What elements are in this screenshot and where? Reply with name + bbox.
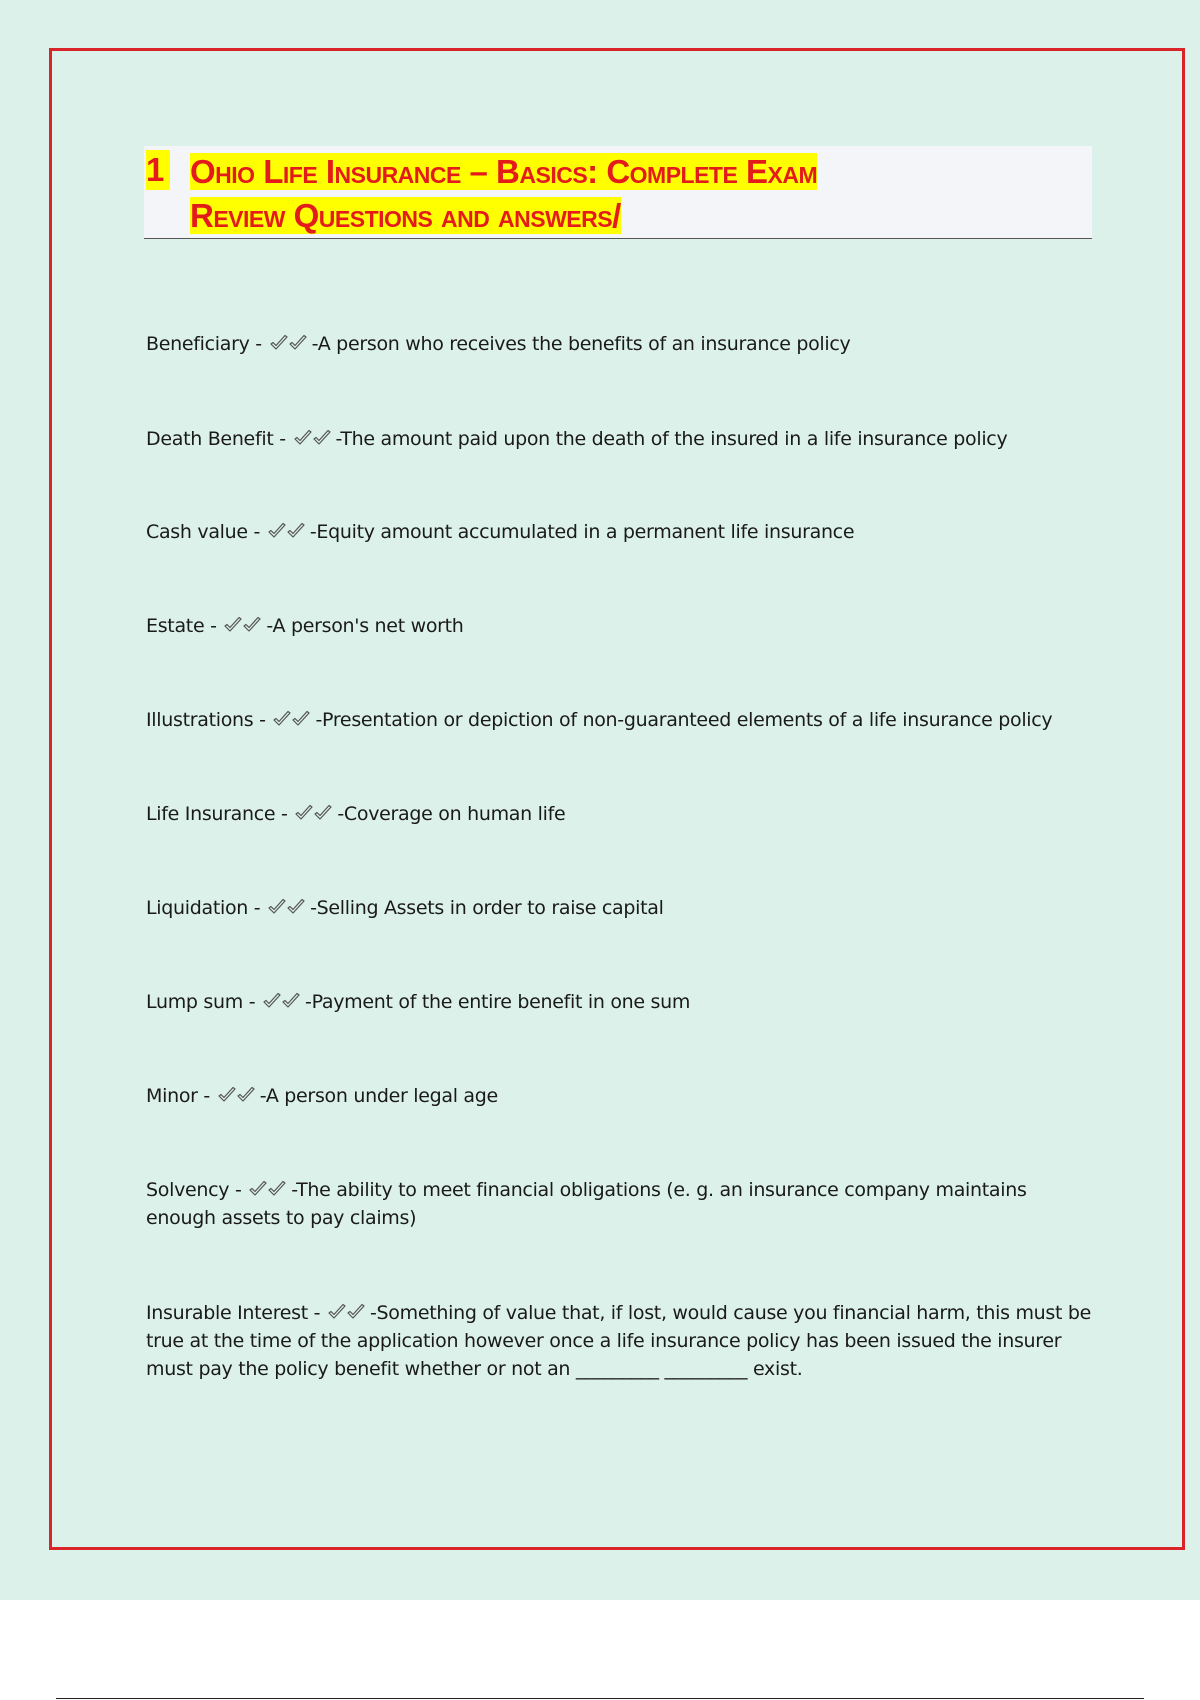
entry-separator: - bbox=[249, 333, 268, 355]
entry-term: Insurable Interest bbox=[146, 1302, 308, 1324]
glossary-entry bbox=[146, 1299, 1096, 1383]
glossary-entry bbox=[146, 800, 1096, 828]
entry-definition: The amount paid upon the death of the insured in a life insurance policy bbox=[340, 428, 1008, 450]
entry-term: Beneficiary bbox=[146, 333, 250, 355]
double-checkmark-icon bbox=[248, 1178, 290, 1196]
entry-separator: - bbox=[247, 521, 266, 543]
entry-definition: The ability to meet financial obligations (e. g. an insurance company maintains enough assets to pay claims) bbox=[146, 1179, 1027, 1229]
entry-definition: Payment of the entire benefit in one sum bbox=[311, 991, 691, 1013]
double-checkmark-icon bbox=[272, 708, 314, 726]
footer-divider bbox=[56, 1698, 1144, 1699]
entry-definition: Presentation or depiction of non-guaranteed elements of a life insurance policy bbox=[322, 709, 1053, 731]
double-checkmark-icon bbox=[327, 1301, 369, 1319]
title-line-1: Ohio Life Insurance – Basics: Complete Exam bbox=[190, 153, 818, 190]
entry-definition: Selling Assets in order to raise capital bbox=[316, 897, 664, 919]
entry-definition: Equity amount accumulated in a permanent life insurance bbox=[316, 521, 855, 543]
glossary-entry bbox=[146, 1082, 1096, 1110]
document-title bbox=[144, 146, 1092, 239]
entry-term: Illustrations bbox=[146, 709, 254, 731]
entry-definition: A person under legal age bbox=[265, 1085, 498, 1107]
glossary-entry bbox=[146, 330, 1096, 358]
glossary-entry bbox=[146, 706, 1096, 734]
double-checkmark-icon bbox=[294, 802, 336, 820]
glossary-entry bbox=[146, 518, 1096, 546]
entry-separator: - bbox=[310, 897, 317, 919]
entry-term: Death Benefit bbox=[146, 428, 274, 450]
title-number: 1 bbox=[146, 150, 170, 190]
double-checkmark-icon bbox=[262, 990, 304, 1008]
double-checkmark-icon bbox=[217, 1084, 259, 1102]
entry-separator: - bbox=[253, 709, 272, 731]
entry-separator: - bbox=[275, 803, 294, 825]
entry-separator: - bbox=[369, 1302, 377, 1324]
entry-separator: - bbox=[305, 991, 312, 1013]
entry-separator: - bbox=[266, 615, 273, 637]
entry-term: Lump sum bbox=[146, 991, 243, 1013]
double-checkmark-icon bbox=[223, 614, 265, 632]
entry-definition: Something of value that, if lost, would cause you financial harm, this must be true at the time of the application however once a life insurance policy has been issued the insurer must pay the policy benefit whether or not an _________ _________ exist. bbox=[146, 1302, 1092, 1380]
entry-separator: - bbox=[309, 521, 317, 543]
entry-term: Minor bbox=[146, 1085, 198, 1107]
entry-separator: - bbox=[337, 803, 344, 825]
entry-term: Life Insurance bbox=[146, 803, 276, 825]
entry-separator: - bbox=[273, 428, 292, 450]
entry-separator: - bbox=[204, 615, 223, 637]
entry-term: Solvency bbox=[146, 1179, 230, 1201]
entry-term: Cash value bbox=[146, 521, 248, 543]
entry-separator: - bbox=[315, 709, 323, 731]
entry-term: Liquidation bbox=[146, 897, 249, 919]
title-line-2: Review Questions and answers/ bbox=[190, 197, 621, 234]
glossary-entry bbox=[146, 612, 1096, 640]
entry-separator: - bbox=[307, 1302, 326, 1324]
glossary-entry bbox=[146, 1176, 1096, 1232]
entry-separator: - bbox=[248, 897, 267, 919]
entry-separator: - bbox=[242, 991, 261, 1013]
double-checkmark-icon bbox=[267, 520, 309, 538]
title-text bbox=[190, 150, 1070, 238]
glossary-entry bbox=[146, 425, 1096, 453]
double-checkmark-icon bbox=[293, 427, 335, 445]
entry-separator: - bbox=[259, 1085, 266, 1107]
entry-definition: A person's net worth bbox=[272, 615, 464, 637]
entry-definition: A person who receives the benefits of an insurance policy bbox=[317, 333, 851, 355]
glossary-entry bbox=[146, 988, 1096, 1016]
entry-separator: - bbox=[229, 1179, 248, 1201]
entry-term: Estate bbox=[146, 615, 205, 637]
entry-separator: - bbox=[335, 428, 341, 450]
glossary-entry bbox=[146, 894, 1096, 922]
entry-definition: Coverage on human life bbox=[343, 803, 566, 825]
double-checkmark-icon bbox=[267, 896, 309, 914]
entry-separator: - bbox=[311, 333, 318, 355]
entry-separator: - bbox=[197, 1085, 216, 1107]
entry-separator: - bbox=[291, 1179, 297, 1201]
double-checkmark-icon bbox=[269, 332, 311, 350]
